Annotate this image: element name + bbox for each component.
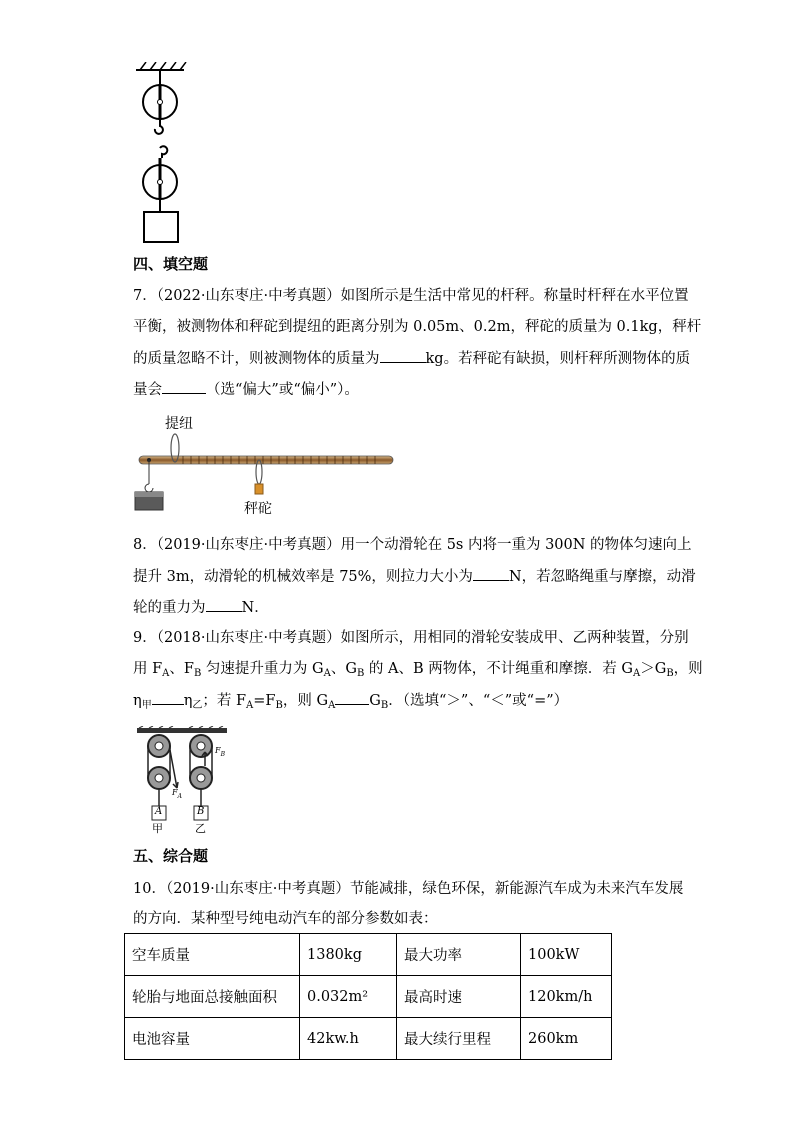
q9-text: ＞G [640,661,667,677]
section-heading-comprehensive: 五、综合题 [133,847,209,865]
q7-text: 量会 [133,382,162,398]
q9-line1: 9．（2018·山东枣庄·中考真题）如图所示，用相同的滑轮安装成甲、乙两种装置，分别 [133,630,689,646]
label-jia: 甲 [152,822,163,835]
q9-line2 [133,659,703,684]
q9-sub: A [632,668,641,679]
label-force-FA [172,788,182,800]
table-cell: 轮胎与地面总接触面积 [125,976,300,1018]
steelyard-drawing [133,412,397,520]
q9-sub: 甲 [141,700,152,711]
table-cell: 100kW [521,934,612,976]
label-FA-letter: F [172,788,178,797]
q10-line1: 10．（2019·山东枣庄·中考真题）节能减排，绿色环保，新能源汽车成为未来汽车发展 [133,881,684,897]
q9-sub: A [328,700,336,711]
q9-sub: A [246,700,254,711]
q7-text: kg。若秤砣有缺损，则杆秤所测物体的质 [425,351,691,367]
table-row [125,934,612,976]
q9-line3 [133,690,568,716]
q7-answer-blank-1[interactable] [380,348,426,363]
q9-text: η [183,693,193,709]
table-cell: 0.032m² [300,976,397,1018]
q7-answer-blank-2[interactable] [162,379,206,394]
table-cell: 最大功率 [397,934,521,976]
table-cell: 空车质量 [125,934,300,976]
q8-line3 [133,597,269,618]
pulley-systems-drawing [135,726,235,834]
table-cell: 260km [521,1018,612,1060]
steelyard-label-chengtuo: 秤砣 [244,501,272,517]
label-block-A: A [155,806,163,817]
q9-answer-blank-1[interactable] [152,690,184,705]
q8-text: N，若忽略绳重与摩擦，动滑 [508,569,696,585]
label-force-FB [215,746,225,758]
table-row [125,976,612,1018]
q9-text: 的 A、B 两物体，不计绳重和摩擦．若 G [364,661,633,677]
q9-text: ，则 [673,661,703,677]
q9-sub: A [162,668,170,679]
label-block-B: B [197,806,205,817]
q8-line2 [133,566,696,587]
q7-line1: 7．（2022·山东枣庄·中考真题）如图所示是生活中常见的杆秤。称量时杆秤在水平位置 [133,288,689,304]
q9-sub: 乙 [192,700,203,711]
table-cell: 最高时速 [397,976,521,1018]
q8-answer-blank-2[interactable] [206,597,242,612]
table-cell: 42kw.h [300,1018,397,1060]
q8-text: 提升 3m，动滑轮的机械效率是 75%，则拉力大小为 [133,569,473,585]
label-FA-sub: A [177,793,182,800]
q7-text: 的质量忽略不计，则被测物体的质量为 [133,351,380,367]
label-yi: 乙 [195,822,206,835]
table-cell: 电池容量 [125,1018,300,1060]
table-row [125,1018,612,1060]
q9-sub: A [323,668,331,679]
q8-text: 轮的重力为 [133,600,206,616]
q9-sub: B [666,668,674,679]
q7-text: （选“偏大”或“偏小”）。 [206,382,359,398]
table-cell: 最大续行里程 [397,1018,521,1060]
q7-line2: 平衡，被测物体和秤砣到提纽的距离分别为 0.05m、0.2m，秤砣的质量为 0.1kg，秤杆 [133,319,702,335]
q9-text: ，则 G [282,693,329,709]
table-cell: 1380kg [300,934,397,976]
q9-sub: B [380,700,389,711]
q8-text: N． [241,600,269,616]
label-FB-letter: F [215,746,221,755]
q9-text: 、G [330,661,357,677]
q9-text: ；若 F [202,693,247,709]
q7-line4 [133,379,359,400]
q8-line1: 8．（2019·山东枣庄·中考真题）用一个动滑轮在 5s 内将一重为 300N 的物体匀速向上 [133,537,692,553]
q8-answer-blank-1[interactable] [473,566,509,581]
pulley-systems-figure [135,726,235,834]
q9-text: ．（选填“＞”、“＜”或“=”） [388,693,569,709]
pulley-figure-top [130,62,190,244]
steelyard-label-tizhu: 提纽 [165,416,193,432]
q9-text: 、F [169,661,194,677]
q9-sub: B [356,668,365,679]
steelyard-figure [133,412,397,520]
q9-answer-blank-2[interactable] [335,690,369,705]
q9-text: 用 F [133,661,163,677]
q9-text: G [369,693,381,709]
q9-sub: B [275,700,283,711]
vehicle-parameters-table [124,933,612,1060]
section-heading-fill-in: 四、填空题 [133,255,209,273]
q9-text: η [133,693,142,709]
q10-line2: 的方向．某种型号纯电动汽车的部分参数如表： [133,911,438,927]
q9-text: 匀速提升重力为 G [201,661,324,677]
label-FB-sub: B [220,751,225,758]
table-cell: 120km/h [521,976,612,1018]
q9-sub: B [193,668,202,679]
q7-line3 [133,348,690,369]
q9-text: =F [253,693,276,709]
